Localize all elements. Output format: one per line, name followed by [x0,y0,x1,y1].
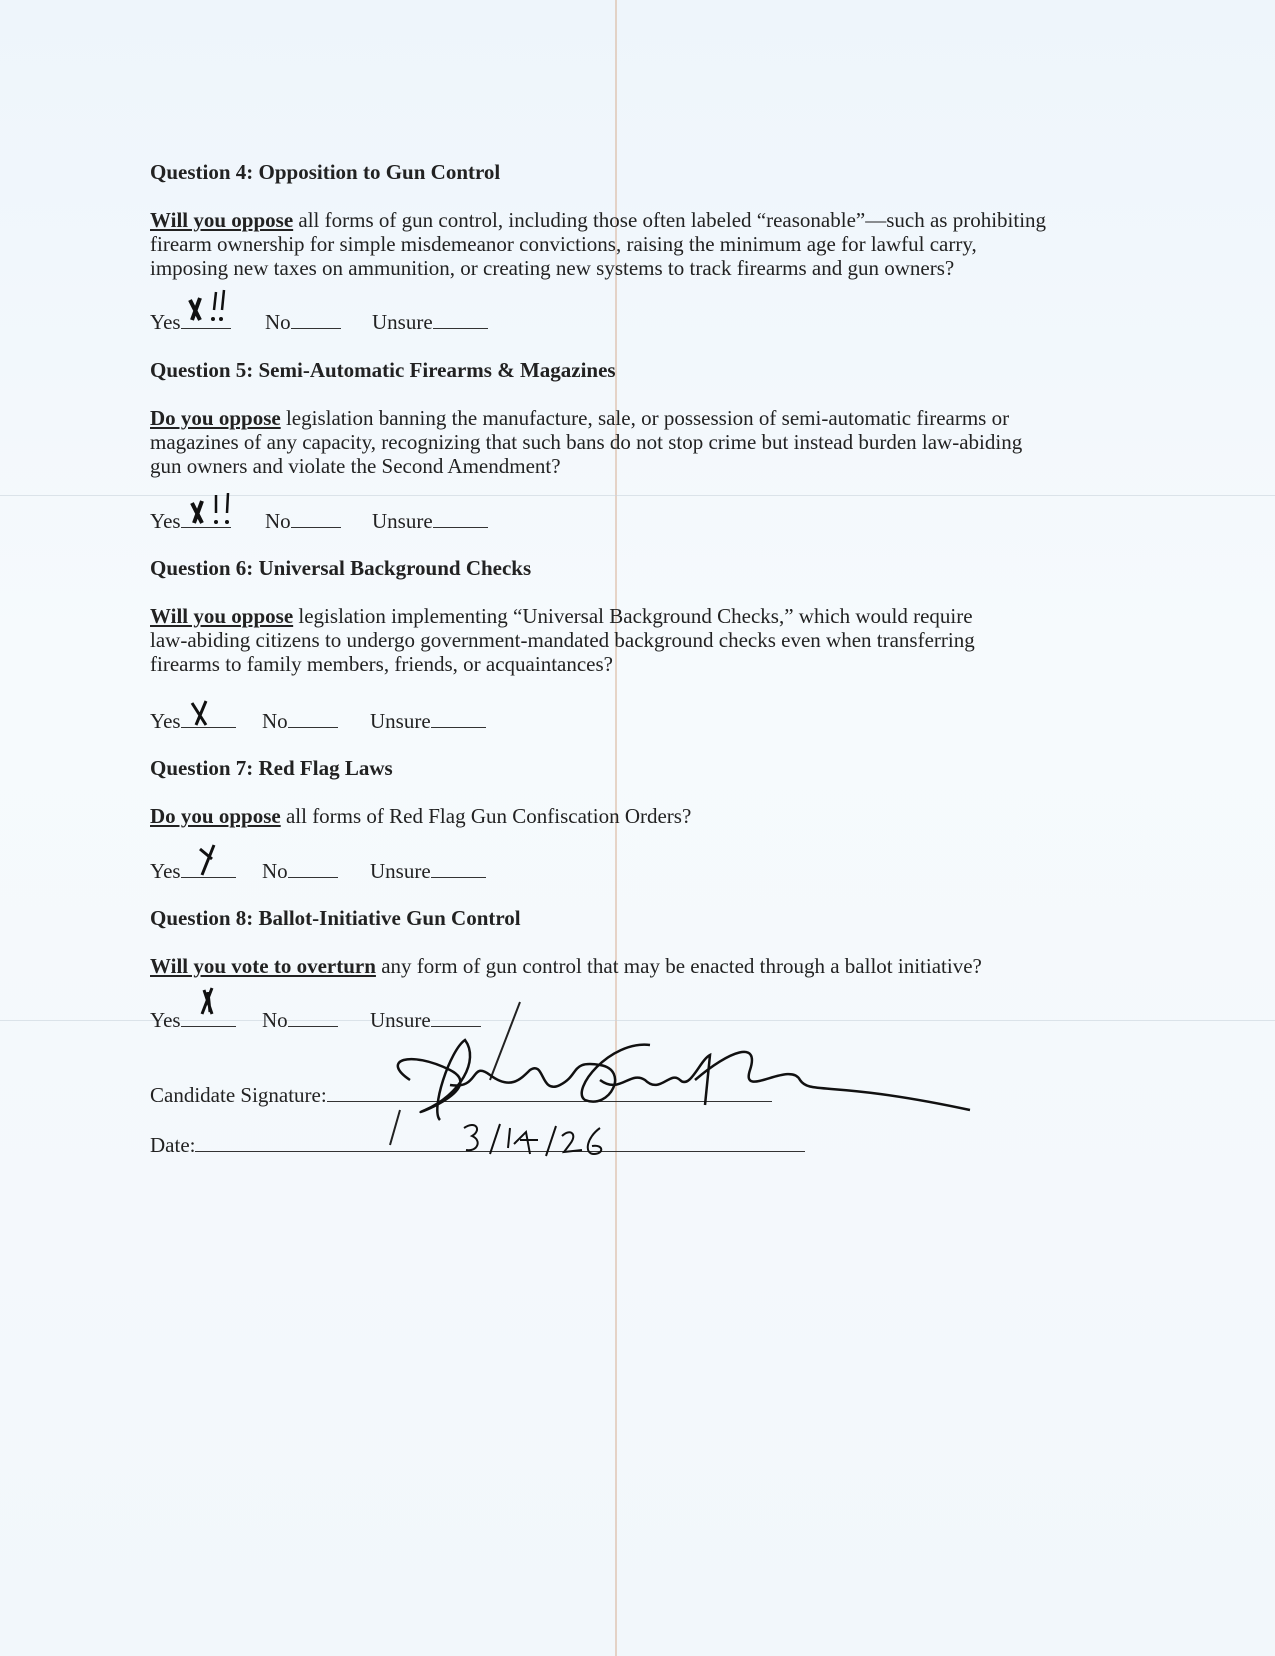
answer-row-q4 [150,298,850,338]
question-title: Question 5: Semi-Automatic Firearms & Magazines [150,358,616,382]
question-text [150,406,1055,478]
question-text [150,804,1055,828]
yes-option[interactable]: Yes [150,859,236,884]
answer-row-q6 [150,697,850,737]
date-label: Date: [150,1133,196,1157]
unsure-option[interactable]: Unsure [372,310,488,335]
handwritten-check-mark [186,288,246,328]
question-body: all forms of gun control, including those often labeled “reasonable”—such as prohibiting firearm ownership for simple misdemeanor convictions, raising the minimum age for lawful carry, imposing new taxes on ammunition, or creating new systems to track firearms and gun owners? [150,208,1047,280]
no-option[interactable]: No [262,709,338,734]
yes-option[interactable]: Yes [150,709,236,734]
no-option[interactable]: No [262,1008,338,1033]
signature-label: Candidate Signature: [150,1083,327,1107]
question-6 [150,556,1130,676]
unsure-option[interactable]: Unsure [370,709,486,734]
question-body: legislation implementing “Universal Background Checks,” which would require law-abiding citizens to undergo government-mandated background checks even when transferring firearms to family members, friends, or acquaintances? [150,604,975,676]
handwritten-date [460,1118,620,1168]
question-lead: Do you oppose [150,406,281,430]
question-text [150,954,1055,978]
question-8 [150,906,1130,978]
question-title: Question 7: Red Flag Laws [150,756,393,780]
question-lead: Will you oppose [150,208,294,232]
unsure-option[interactable]: Unsure [372,509,488,534]
yes-option[interactable]: Yes [150,1008,236,1033]
question-7 [150,756,1130,828]
handwritten-check-mark [188,491,248,531]
question-lead: Will you oppose [150,604,294,628]
answer-row-q5 [150,497,850,537]
question-4 [150,160,1130,280]
handwritten-check-mark [194,841,254,881]
question-body: any form of gun control that may be enacted through a ballot initiative? [375,954,982,978]
question-5 [150,358,1130,478]
handwritten-check-mark [188,695,248,735]
no-option[interactable]: No [265,509,341,534]
unsure-option[interactable]: Unsure [370,859,486,884]
question-title: Question 8: Ballot-Initiative Gun Control [150,906,521,930]
question-title: Question 4: Opposition to Gun Control [150,160,501,184]
question-text [150,604,1010,676]
question-title: Question 6: Universal Background Checks [150,556,532,580]
question-lead: Will you vote to overturn [150,954,376,978]
handwritten-check-mark [196,984,256,1024]
yes-option[interactable]: Yes [150,310,231,335]
no-option[interactable]: No [265,310,341,335]
no-option[interactable]: No [262,859,338,884]
question-text [150,208,1055,280]
question-body: legislation banning the manufacture, sale, or possession of semi-automatic firearms or magazines of any capacity, recognizing that such bans do not stop crime but instead burden law-abiding gun owners and violate the Second Amendment? [150,406,1023,478]
yes-option[interactable]: Yes [150,509,231,534]
question-body: all forms of Red Flag Gun Confiscation Orders? [280,804,692,828]
unsure-option[interactable]: Unsure [370,1008,481,1033]
question-lead: Do you oppose [150,804,281,828]
answer-row-q7 [150,847,850,887]
